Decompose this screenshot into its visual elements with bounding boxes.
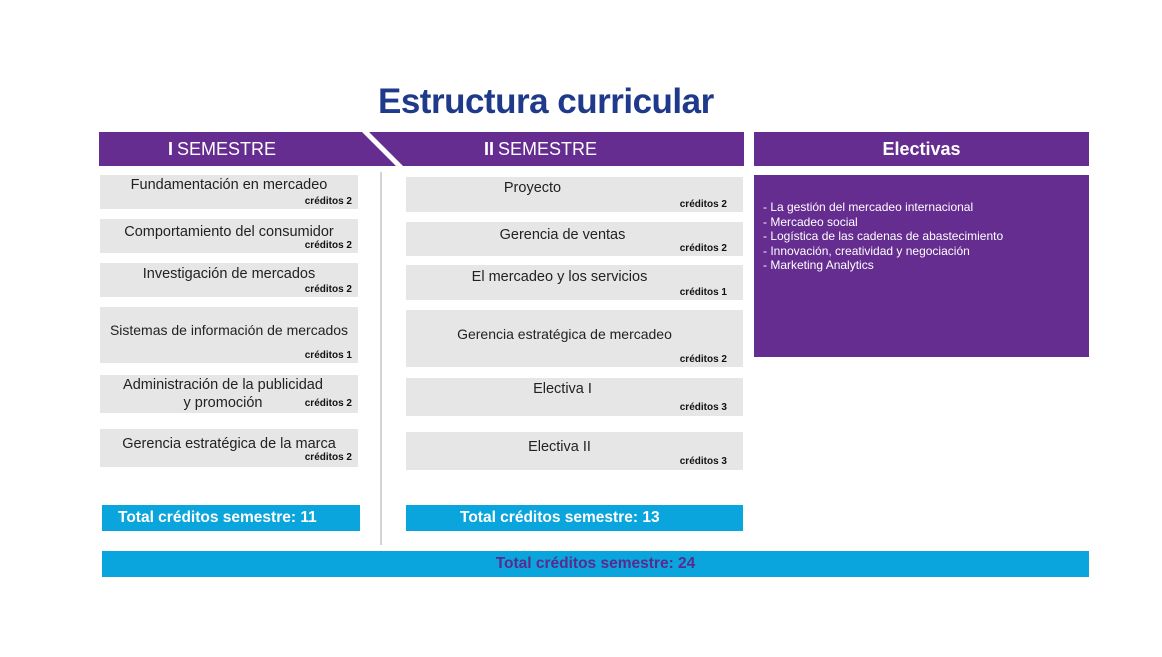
course-name: Electiva II (528, 439, 591, 455)
course-name: Proyecto (503, 180, 562, 196)
sem2-course-3 (406, 265, 743, 300)
sem1-header (168, 132, 276, 166)
course-name: Electiva I (533, 381, 592, 397)
electivas-header (754, 132, 1089, 166)
electivas-list (763, 200, 1089, 273)
sem2-course-4 (406, 310, 743, 367)
electiva-item: - Mercadeo social (763, 214, 858, 229)
sem2-course-5 (406, 378, 743, 416)
course-name: Administración de la publicidad y promoción (123, 377, 323, 411)
electiva-item: - La gestión del mercadeo internacional (763, 200, 974, 214)
course-credits: créditos 2 (304, 196, 352, 207)
grand-total-label: Total créditos semestre: 24 (495, 555, 696, 572)
sem1-course-4 (100, 307, 358, 363)
course-name: Sistemas de información de mercados (109, 322, 349, 338)
course-name: Investigación de mercados (142, 266, 316, 282)
column-divider (380, 172, 382, 545)
course-name: Comportamiento del consumidor (124, 224, 334, 240)
electiva-item: - Innovación, creatividad y negociación (763, 243, 970, 258)
sem2-course-6 (406, 432, 743, 470)
sem1-course-5 (100, 375, 358, 413)
course-credits: créditos 2 (304, 284, 352, 295)
course-name: Gerencia de ventas (499, 227, 626, 243)
electivas-title: Electivas (882, 138, 961, 159)
course-credits: créditos 2 (304, 398, 352, 409)
sem2-total-label: Total créditos semestre: 13 (460, 509, 660, 526)
course-name: Gerencia estratégica de mercadeo (457, 326, 672, 342)
sem2-header-label: SEMESTRE (498, 138, 598, 159)
sem1-course-2 (100, 219, 358, 253)
sem1-numeral: I (168, 138, 174, 159)
course-name: El mercadeo y los servicios (471, 269, 648, 285)
electivas-panel (754, 175, 1089, 357)
course-name: Gerencia estratégica de la marca (122, 436, 336, 452)
course-credits: créditos 2 (679, 243, 727, 254)
sem1-total (102, 505, 360, 531)
electiva-item: - Marketing Analytics (763, 258, 874, 273)
sem2-course-1 (406, 177, 743, 212)
sem2-numeral: II (484, 138, 495, 159)
course-credits: créditos 2 (304, 240, 352, 251)
course-credits: créditos 1 (679, 287, 727, 298)
sem2-total (406, 505, 743, 531)
page-title: Estructura curricular (378, 82, 714, 121)
sem2-header (484, 132, 597, 166)
course-credits: créditos 3 (679, 402, 727, 413)
electiva-item: - Logística de las cadenas de abastecimiento (763, 229, 1004, 244)
course-credits: créditos 2 (304, 452, 352, 463)
sem1-course-1 (100, 175, 358, 209)
sem1-course-6 (100, 429, 358, 467)
course-credits: créditos 3 (679, 456, 727, 467)
sem1-header-label: SEMESTRE (177, 138, 277, 159)
grand-total (102, 551, 1089, 577)
course-name: Fundamentación en mercadeo (130, 177, 328, 193)
course-credits: créditos 2 (679, 354, 727, 365)
sem1-total-label: Total créditos semestre: 11 (118, 509, 317, 526)
sem1-course-3 (100, 263, 358, 297)
course-credits: créditos 1 (304, 350, 352, 361)
course-credits: créditos 2 (679, 199, 727, 210)
sem2-course-2 (406, 222, 743, 256)
